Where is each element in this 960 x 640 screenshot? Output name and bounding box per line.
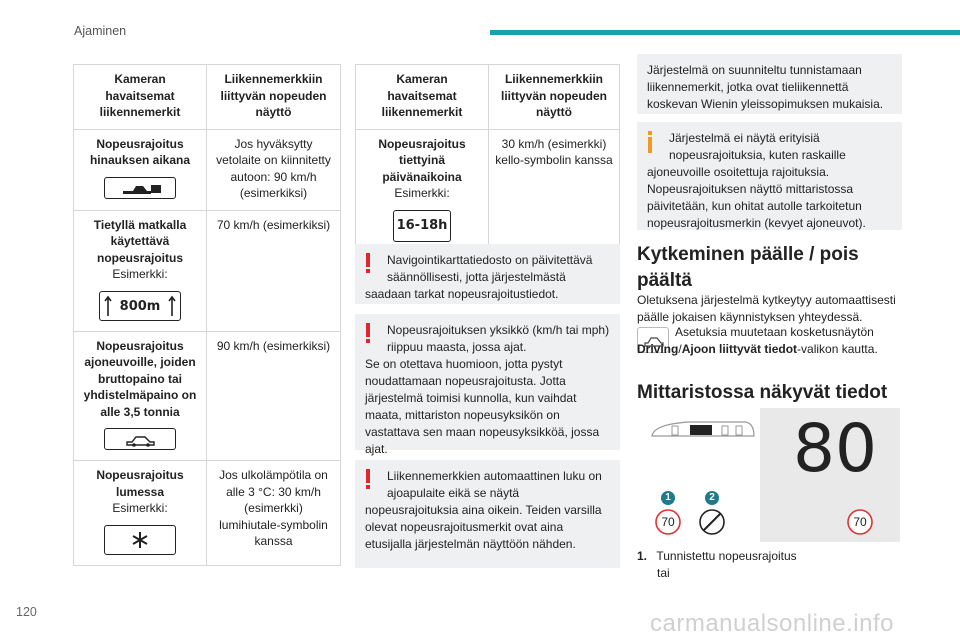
item-1-text: Tunnistettu nopeusrajoitus bbox=[656, 549, 797, 563]
cluster-sign-text: 70 bbox=[853, 515, 867, 529]
snowflake-icon bbox=[104, 525, 176, 555]
settings-c: -valikon kautta. bbox=[797, 342, 878, 356]
car-icon bbox=[104, 428, 176, 450]
table-row bbox=[356, 129, 620, 252]
warning-rest: nopeusrajoituksia aina oikein. Teiden varsilla olevat nopeusrajoitusmerkit ovat aina etusijalla järjestelmän näyttöön nähden. bbox=[365, 503, 602, 551]
row-sub: Esimerkki: bbox=[394, 186, 450, 200]
heading-switch: Kytkeminen päälle / pois päältä bbox=[637, 244, 859, 291]
row-title: Nopeusrajoitus hinauksen aikana bbox=[89, 136, 191, 167]
row-sub: Esimerkki: bbox=[112, 501, 168, 515]
speed-sign-table-1 bbox=[73, 64, 341, 566]
row-title: Nopeusrajoitus lumessa bbox=[96, 468, 184, 499]
distance-sign-text: 800m bbox=[119, 298, 161, 314]
settings-ajoon: Ajoon liittyvät tiedot bbox=[681, 342, 798, 356]
info-box bbox=[637, 122, 902, 230]
settings-text bbox=[637, 324, 905, 358]
time-sign-text: 16-18h bbox=[396, 217, 448, 233]
row-value: 30 km/h (esimerkki) kello-symbolin kanssa bbox=[489, 129, 620, 252]
warning-box-reliability bbox=[355, 460, 620, 568]
default-text: Oletuksena järjestelmä kytkeytyy automaattisesti päälle jokaisen käynnistyksen yhteydessä. bbox=[637, 293, 896, 324]
table-header-row bbox=[356, 65, 620, 130]
table-row bbox=[74, 331, 341, 461]
cluster-speed-value: 80 bbox=[793, 410, 877, 487]
row-value: 90 km/h (esimerkiksi) bbox=[207, 331, 341, 461]
warning-box-map bbox=[355, 244, 620, 304]
intro-text: Järjestelmä on suunniteltu tunnistamaan liikennemerkit, jotka ovat tieliikennettä koskevan Wienin yleissopimuksen mukaisia. bbox=[647, 63, 884, 111]
table-row bbox=[74, 461, 341, 566]
warning-lead: Navigointikarttatiedosto on päivitettävä säännöllisesti, jotta järjestelmästä bbox=[387, 253, 593, 284]
table-row bbox=[74, 129, 341, 210]
row-title: Tietyllä matkalla käytettävä nopeusrajoitus bbox=[93, 217, 187, 265]
header-accent-bar bbox=[490, 30, 960, 35]
info-lead: Järjestelmä ei näytä erityisiä nopeusrajoituksia, kuten raskaille bbox=[669, 131, 846, 162]
table-head-col2: Liikennemerkkiin liittyvän nopeuden näyttö bbox=[500, 72, 607, 119]
speed-sign-table-2 bbox=[355, 64, 620, 253]
intro-box bbox=[637, 54, 902, 114]
table-header-row bbox=[74, 65, 341, 130]
distance-sign-icon bbox=[99, 291, 181, 321]
warning-rest: saadaan tarkat nopeusrajoitustiedot. bbox=[365, 287, 559, 301]
row-sub: Esimerkki: bbox=[112, 267, 168, 281]
time-sign-icon bbox=[393, 210, 451, 242]
watermark: carmanualsonline.info bbox=[650, 610, 894, 637]
row-title: Nopeusrajoitus ajoneuvoille, joiden bruttopaino tai yhdistelmäpaino on alle 3,5 tonnia bbox=[83, 338, 197, 419]
warning-icon bbox=[366, 253, 371, 273]
list-item-1 bbox=[637, 548, 905, 582]
settings-sep: / bbox=[678, 342, 682, 356]
car-trailer-icon bbox=[104, 177, 176, 199]
badge-1-text: 1 bbox=[665, 492, 671, 503]
table-head-col1: Kameran havaitsemat liikennemerkit bbox=[381, 72, 463, 119]
settings-driving: Driving bbox=[637, 342, 679, 356]
instrument-cluster-illustration bbox=[650, 408, 900, 542]
heading-cluster: Mittaristossa näkyvät tiedot bbox=[637, 382, 888, 403]
settings-a: Asetuksia muutetaan kosketusnäytön bbox=[675, 325, 874, 339]
warning-box-unit bbox=[355, 314, 620, 456]
warning-icon bbox=[366, 323, 371, 343]
row-value: Jos ulkolämpötila on alle 3 °C: 30 km/h (esimerkki) lumihiutale-symbolin kanssa bbox=[207, 461, 341, 566]
table-head-col2: Liikennemerkkiin liittyvän nopeuden näyttö bbox=[220, 72, 327, 119]
table-head-col1: Kameran havaitsemat liikennemerkit bbox=[99, 72, 181, 119]
section-title: Ajaminen bbox=[74, 24, 127, 38]
table-row bbox=[74, 210, 341, 331]
row-value: 70 km/h (esimerkiksi) bbox=[207, 210, 341, 331]
item-1-number: 1. bbox=[637, 549, 648, 563]
info-rest: ajoneuvoille osoitettuja rajoituksia. Nopeusrajoituksen näyttö mittaristossa päivitetään, kun ohitat autolle tarkoitetun nopeusrajoitusmerkin (kevyet ajoneuvot). bbox=[647, 165, 866, 230]
row-title: Nopeusrajoitus tiettyinä päivänaikoina bbox=[378, 136, 466, 184]
info-icon bbox=[648, 131, 653, 151]
item-1-more: tai bbox=[657, 566, 670, 580]
badge-2-text: 2 bbox=[709, 492, 715, 503]
page-number: 120 bbox=[16, 605, 37, 619]
warning-lead: Nopeusrajoituksen yksikkö (km/h tai mph) riippuu maasta, jossa ajat. bbox=[387, 323, 610, 354]
warning-lead: Liikennemerkkien automaattinen luku on ajoapulaite eikä se näytä bbox=[387, 469, 602, 500]
warning-rest: Se on otettava huomioon, jotta pystyt noudattamaan nopeusrajoitusta. Jotta järjestelmä toimisi kunnolla, kun vaihdat maata, mittariston nopeusyksikön on vastattava sen maan nopeusyksikköä, jossa ajat. bbox=[365, 357, 600, 456]
warning-icon bbox=[366, 469, 371, 489]
row-value: Jos hyväksytty vetolaite on kiinnitetty autoon: 90 km/h (esimerkiksi) bbox=[207, 129, 341, 210]
sign-1-text: 70 bbox=[661, 515, 675, 529]
